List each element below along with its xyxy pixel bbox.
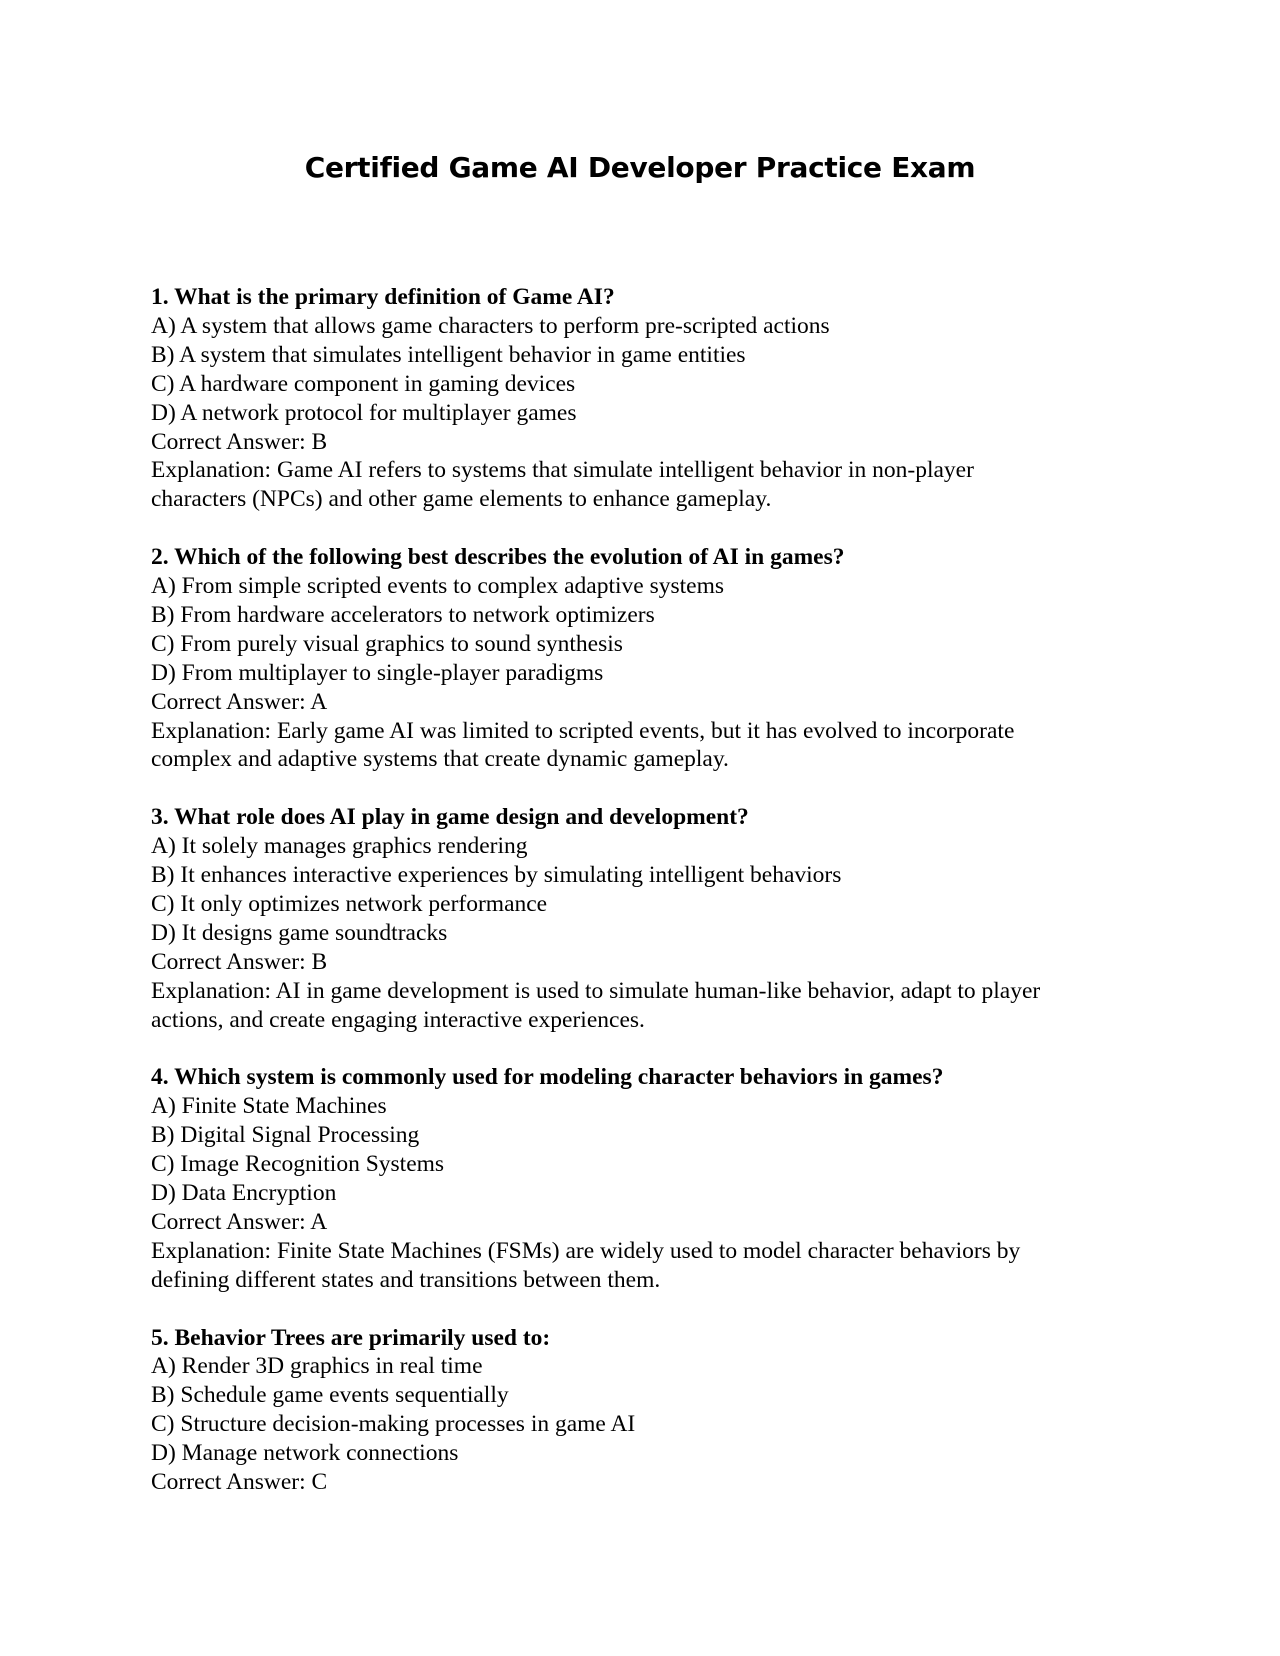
option-a: A) From simple scripted events to complex adaptive systems	[151, 573, 725, 600]
explanation-line-1: Explanation: Finite State Machines (FSMs) are widely used to model character behaviors by	[151, 1237, 1021, 1264]
question-list	[151, 283, 1151, 1526]
explanation-line-2: defining different states and transitions between them.	[151, 1266, 661, 1293]
option-d: D) From multiplayer to single-player paradigms	[151, 659, 604, 686]
question-text: 4. Which system is commonly used for modeling character behaviors in games?	[151, 1064, 944, 1091]
option-a: A) It solely manages graphics rendering	[151, 833, 528, 860]
option-a: A) Finite State Machines	[151, 1093, 387, 1120]
option-b: B) A system that simulates intelligent behavior in game entities	[151, 341, 746, 368]
option-c: C) Image Recognition Systems	[151, 1151, 445, 1178]
question-5	[151, 1324, 1151, 1497]
option-b: B) It enhances interactive experiences by simulating intelligent behaviors	[151, 862, 842, 889]
explanation-line-1: Explanation: Game AI refers to systems that simulate intelligent behavior in non-player	[151, 457, 974, 484]
option-d: D) It designs game soundtracks	[151, 919, 448, 946]
correct-answer: Correct Answer: C	[151, 1469, 328, 1496]
option-b: B) Digital Signal Processing	[151, 1122, 420, 1149]
question-text: 3. What role does AI play in game design and development?	[151, 804, 749, 831]
page-title: Certified Game AI Developer Practice Exam	[304, 151, 976, 184]
question-4	[151, 1063, 1151, 1294]
explanation-line-2: characters (NPCs) and other game elements to enhance gameplay.	[151, 486, 772, 513]
option-c: C) It only optimizes network performance	[151, 891, 548, 917]
option-d: D) Data Encryption	[151, 1180, 337, 1207]
option-b: B) Schedule game events sequentially	[151, 1382, 509, 1409]
question-text: 1. What is the primary definition of Game AI?	[151, 284, 615, 310]
explanation-line-1: Explanation: AI in game development is used to simulate human-like behavior, adapt to player	[151, 977, 1041, 1004]
question-1	[151, 283, 1151, 514]
correct-answer: Correct Answer: A	[151, 688, 328, 715]
correct-answer: Correct Answer: B	[151, 428, 328, 455]
option-a: A) A system that allows game characters to perform pre-scripted actions	[151, 312, 830, 339]
question-text: 5. Behavior Trees are primarily used to:	[151, 1324, 551, 1351]
explanation-line-2: complex and adaptive systems that create dynamic gameplay.	[151, 746, 729, 773]
question-2	[151, 543, 1151, 774]
question-3	[151, 803, 1151, 1034]
option-a: A) Render 3D graphics in real time	[151, 1353, 483, 1380]
explanation-line-1: Explanation: Early game AI was limited to scripted events, but it has evolved to incorporate	[151, 717, 1015, 744]
question-text: 2. Which of the following best describes the evolution of AI in games?	[151, 544, 845, 571]
option-d: D) A network protocol for multiplayer games	[151, 399, 577, 426]
correct-answer: Correct Answer: B	[151, 948, 328, 975]
option-c: C) From purely visual graphics to sound synthesis	[151, 630, 623, 657]
option-d: D) Manage network connections	[151, 1440, 459, 1467]
option-c: C) Structure decision-making processes in game AI	[151, 1411, 636, 1438]
option-c: C) A hardware component in gaming devices	[151, 370, 576, 397]
correct-answer: Correct Answer: A	[151, 1208, 328, 1235]
explanation-line-2: actions, and create engaging interactive experiences.	[151, 1006, 645, 1033]
option-b: B) From hardware accelerators to network optimizers	[151, 601, 655, 628]
